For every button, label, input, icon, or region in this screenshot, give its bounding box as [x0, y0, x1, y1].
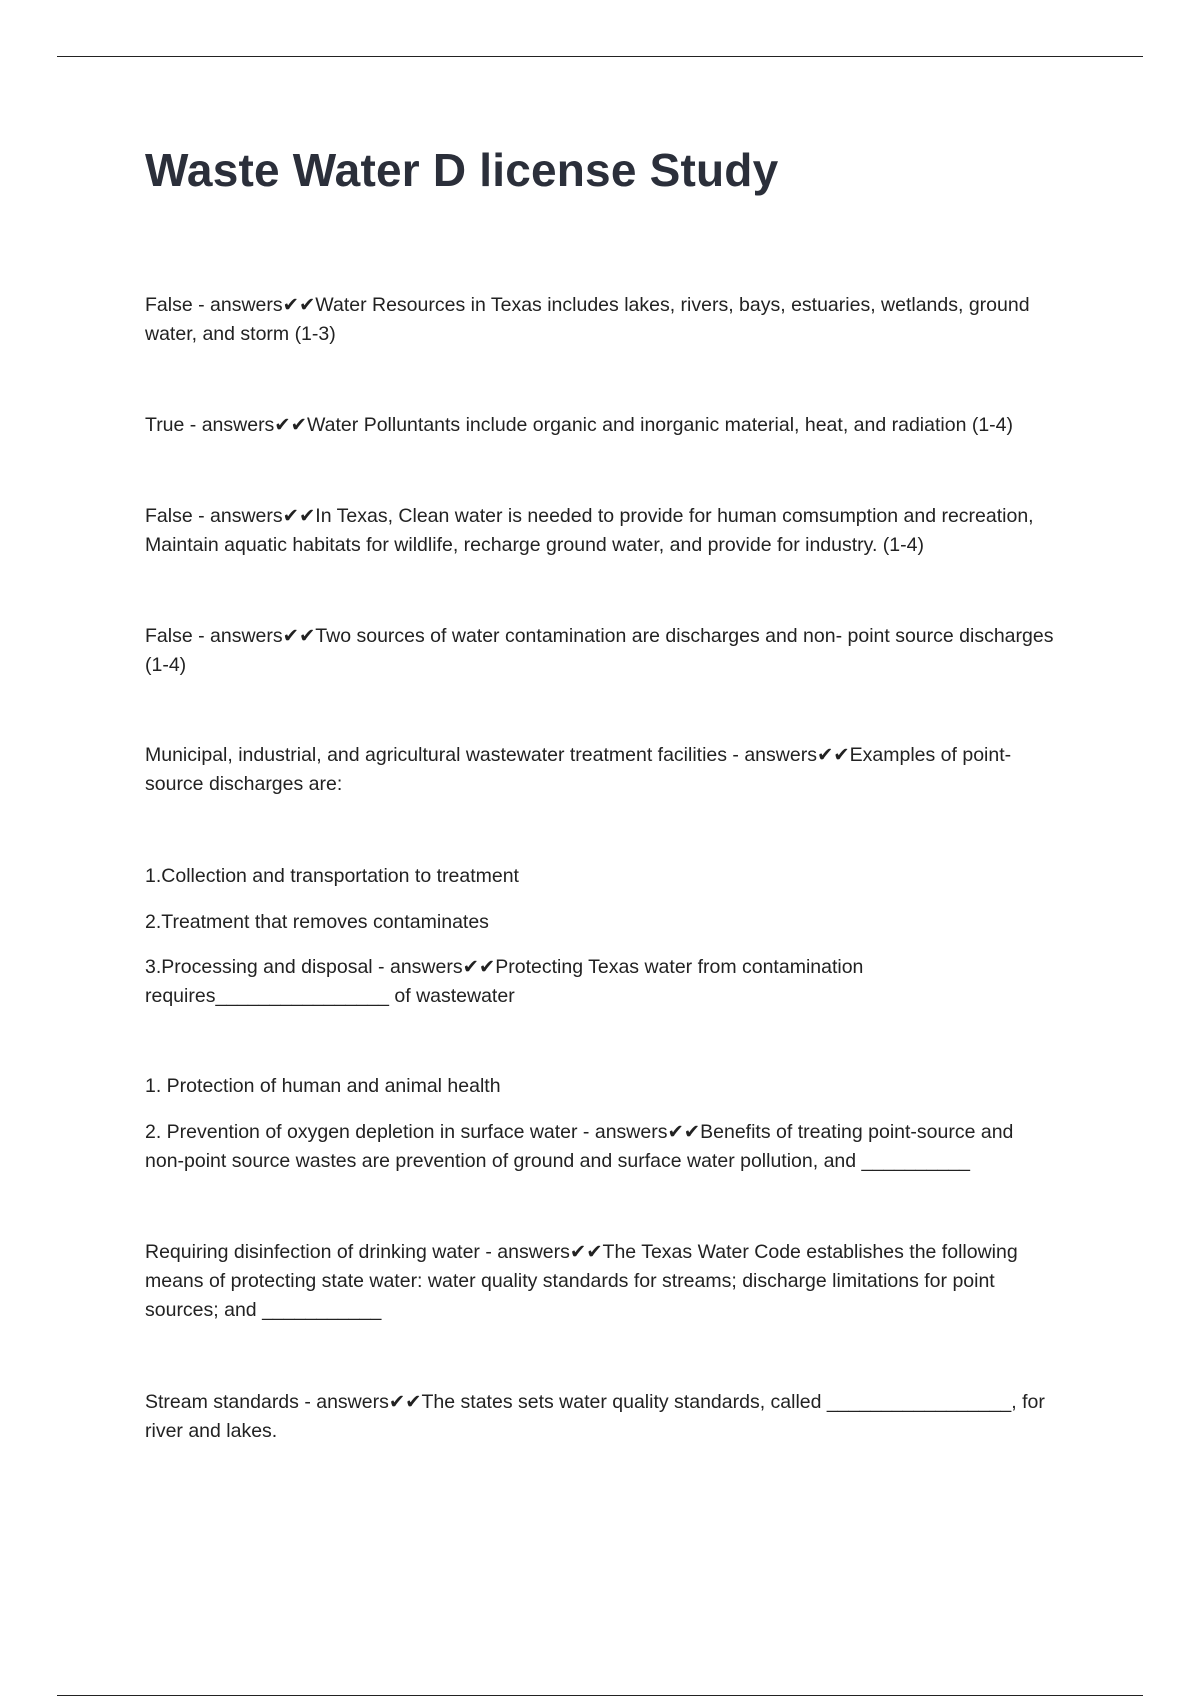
paragraph-5 — [145, 741, 1095, 799]
paragraph-line: 1. Protection of human and animal health — [145, 1075, 501, 1097]
paragraph-2 — [145, 411, 1095, 440]
paragraph-line: False - answers✔✔Water Resources in Texas includes lakes, rivers, bays, estuaries, wetlands, ground — [145, 294, 1030, 316]
document-title: Waste Water D license Study — [145, 144, 779, 196]
paragraph-line: (1-4) — [145, 654, 187, 676]
paragraph-line: 2.Treatment that removes contaminates — [145, 911, 489, 933]
top-rule — [57, 56, 1143, 57]
paragraph-1 — [145, 291, 1095, 349]
bottom-rule — [57, 1695, 1143, 1696]
paragraph-11 — [145, 1238, 1095, 1325]
paragraph-line: 2. Prevention of oxygen depletion in surface water - answers✔✔Benefits of treating point-source and — [145, 1121, 1014, 1143]
paragraph-7 — [145, 908, 1095, 937]
paragraph-line: non-point source wastes are prevention of ground and surface water pollution, and __________ — [145, 1150, 970, 1172]
paragraph-line: Municipal, industrial, and agricultural wastewater treatment facilities - answers✔✔Examples of point- — [145, 744, 1012, 766]
paragraph-3 — [145, 502, 1095, 560]
paragraph-line: 3.Processing and disposal - answers✔✔Protecting Texas water from contamination — [145, 956, 864, 978]
paragraph-line: means of protecting state water: water quality standards for streams; discharge limitations for point — [145, 1270, 995, 1292]
paragraph-9 — [145, 1072, 1095, 1101]
paragraph-8 — [145, 953, 1095, 1011]
paragraph-line: False - answers✔✔Two sources of water contamination are discharges and non- point source discharges — [145, 625, 1054, 647]
paragraph-12 — [145, 1388, 1095, 1446]
paragraph-line: True - answers✔✔Water Polluntants include organic and inorganic material, heat, and radiation (1-4) — [145, 414, 1013, 436]
paragraph-line: river and lakes. — [145, 1420, 278, 1442]
paragraph-line: water, and storm (1-3) — [145, 323, 336, 345]
paragraph-line: Stream standards - answers✔✔The states sets water quality standards, called _________________, for — [145, 1391, 1045, 1413]
paragraph-line: Requiring disinfection of drinking water - answers✔✔The Texas Water Code establishes the following — [145, 1241, 1018, 1263]
paragraph-line: source discharges are: — [145, 773, 343, 795]
paragraph-line: sources; and ___________ — [145, 1299, 382, 1321]
paragraph-10 — [145, 1118, 1095, 1176]
paragraph-line: False - answers✔✔In Texas, Clean water is needed to provide for human comsumption and recreation, — [145, 505, 1034, 527]
paragraph-line: requires________________ of wastewater — [145, 985, 515, 1007]
paragraph-6 — [145, 862, 1095, 891]
paragraph-4 — [145, 622, 1095, 680]
paragraph-line: Maintain aquatic habitats for wildlife, recharge ground water, and provide for industry. (1-4) — [145, 534, 924, 556]
paragraph-line: 1.Collection and transportation to treatment — [145, 865, 519, 887]
